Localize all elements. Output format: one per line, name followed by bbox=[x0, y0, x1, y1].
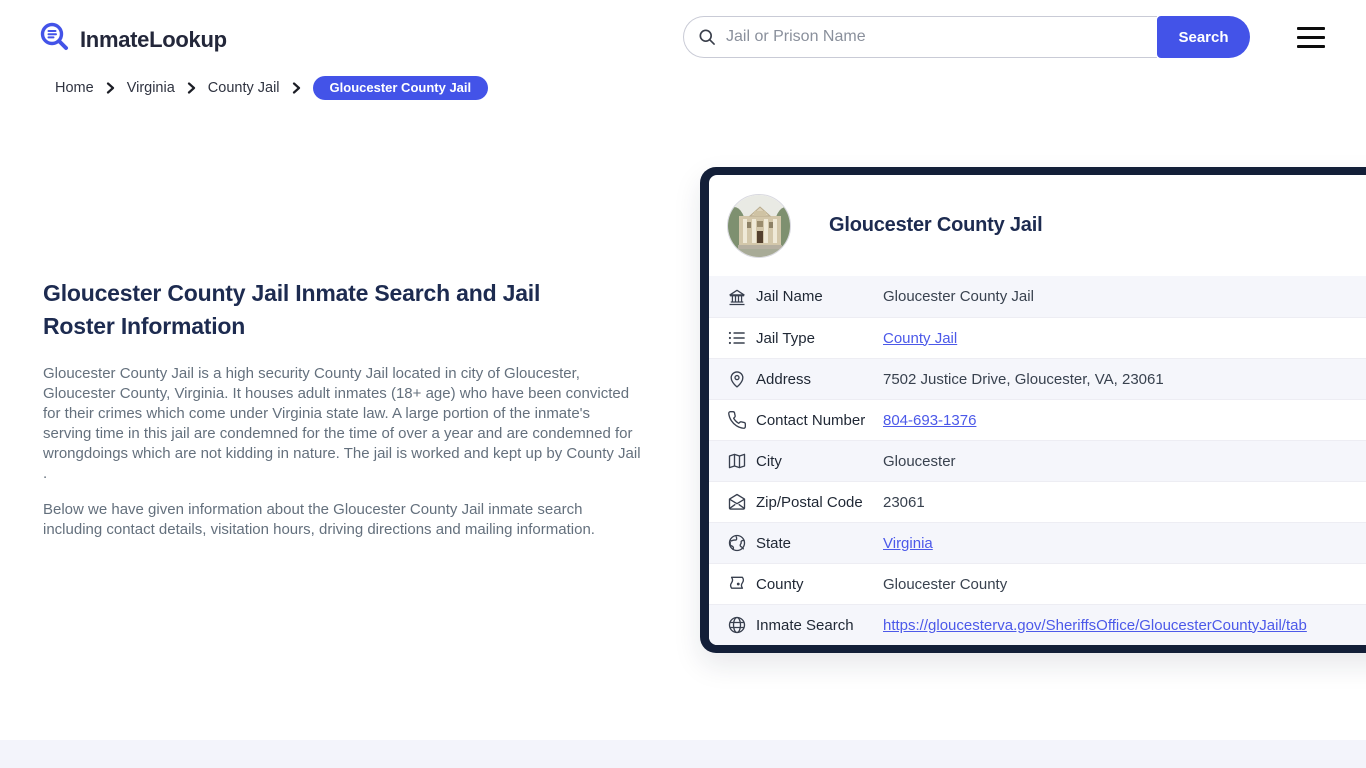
bank-icon bbox=[727, 287, 747, 307]
phone-icon bbox=[727, 410, 747, 430]
article bbox=[43, 277, 643, 556]
row-value-link[interactable]: County Jail bbox=[883, 329, 958, 347]
row-label: Jail Type bbox=[756, 329, 815, 347]
globe-icon bbox=[727, 533, 747, 553]
row-value: Gloucester County bbox=[883, 575, 1008, 593]
flag-icon bbox=[727, 574, 747, 594]
chevron-right-icon bbox=[291, 82, 302, 94]
envelope-icon bbox=[727, 492, 747, 512]
row-value-link[interactable]: Virginia bbox=[883, 534, 933, 552]
table-row bbox=[709, 276, 1366, 317]
breadcrumb bbox=[55, 76, 488, 100]
search-button[interactable]: Search bbox=[1157, 16, 1250, 58]
breadcrumb-current-badge: Gloucester County Jail bbox=[313, 76, 489, 100]
map-pin-icon bbox=[727, 369, 747, 389]
table-row bbox=[709, 604, 1366, 645]
breadcrumb-item[interactable]: Virginia bbox=[126, 80, 175, 96]
jail-info-table bbox=[709, 276, 1366, 645]
row-value: 23061 bbox=[883, 493, 925, 511]
list-icon bbox=[727, 328, 747, 348]
breadcrumb-item[interactable]: Home bbox=[55, 80, 94, 96]
footer-strip bbox=[0, 740, 1366, 768]
table-row bbox=[709, 399, 1366, 440]
intro-paragraph: Gloucester County Jail is a high security County Jail located in city of Gloucester, Gloucester County, Virginia. It houses adult inmates (18+ age) who have been convicted for their crimes which come under Virginia state law. A large portion of the inmate's serving time in this jail are condemned for the time of over a year and are condemned for wrongdoings which are not kidding in nature. The jail is worked and kept up by County Jail . bbox=[43, 365, 641, 483]
row-label: Jail Name bbox=[756, 288, 823, 305]
site-logo[interactable] bbox=[38, 20, 227, 59]
table-row bbox=[709, 481, 1366, 522]
table-row bbox=[709, 358, 1366, 399]
row-value: Gloucester bbox=[883, 452, 956, 470]
top-bar bbox=[0, 0, 1366, 74]
jail-card-header bbox=[709, 175, 1366, 276]
search-input[interactable] bbox=[717, 28, 1157, 46]
row-label: State bbox=[756, 534, 792, 552]
web-icon bbox=[727, 615, 747, 635]
row-value: 7502 Justice Drive, Gloucester, VA, 23061 bbox=[883, 370, 1164, 388]
row-label: City bbox=[756, 452, 782, 470]
jail-photo bbox=[727, 194, 791, 258]
chevron-right-icon bbox=[105, 82, 116, 94]
site-logo-text: InmateLookup bbox=[80, 26, 227, 52]
chevron-right-icon bbox=[186, 82, 197, 94]
row-value-link[interactable]: 804-693-1376 bbox=[883, 411, 977, 429]
inmatelookup-magnifier-icon bbox=[38, 20, 72, 59]
table-row bbox=[709, 522, 1366, 563]
map-icon bbox=[727, 451, 747, 471]
table-row bbox=[709, 317, 1366, 358]
hamburger-menu-icon[interactable] bbox=[1297, 27, 1325, 48]
row-value-link[interactable]: https://gloucesterva.gov/SheriffsOffice/GloucesterCountyJail/tab bbox=[883, 616, 1307, 634]
breadcrumb-item[interactable]: County Jail bbox=[207, 80, 280, 96]
page-title: Gloucester County Jail Inmate Search and Jail Roster Information bbox=[43, 280, 541, 339]
row-label: Contact Number bbox=[756, 411, 866, 429]
row-label: County bbox=[756, 575, 804, 593]
info-paragraph: Below we have given information about the Gloucester County Jail inmate search including contact details, visitation hours, driving directions and mailing information. bbox=[43, 501, 595, 539]
row-label: Zip/Postal Code bbox=[756, 493, 863, 511]
search-bar bbox=[683, 16, 1250, 58]
jail-info-card bbox=[700, 167, 1366, 653]
row-label: Inmate Search bbox=[756, 616, 854, 634]
jail-card-title: Gloucester County Jail bbox=[829, 214, 1043, 236]
search-input-wrap bbox=[683, 16, 1157, 58]
table-row bbox=[709, 440, 1366, 481]
table-row bbox=[709, 563, 1366, 604]
search-icon bbox=[697, 27, 717, 47]
row-value: Gloucester County Jail bbox=[883, 288, 1034, 305]
row-label: Address bbox=[756, 370, 812, 388]
